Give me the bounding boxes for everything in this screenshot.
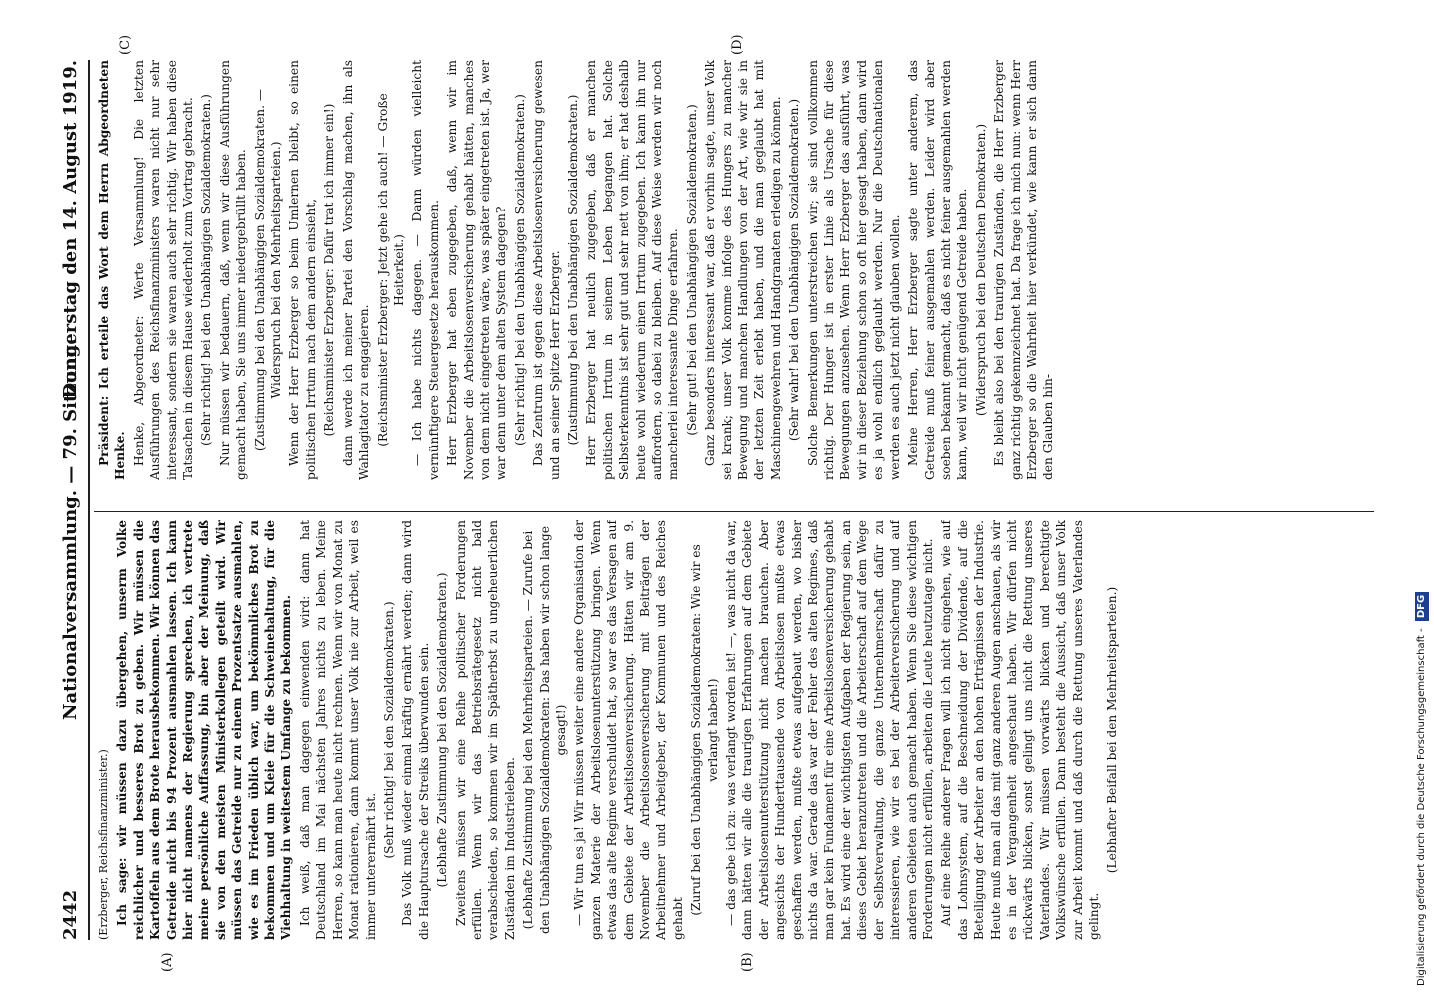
margin-letter-c: (C) [118, 34, 133, 55]
interjection: (Sehr richtig! bei den Unabhängigen Sozialdemokraten.) [199, 94, 214, 446]
interjection: (Zuruf bei den Unabhängigen Sozialdemokraten: Wie wir es verlangt haben!) [689, 544, 720, 916]
interjection: (Sehr wahr! bei den Unabhängigen Sozialdemokraten.) [787, 98, 802, 442]
paragraph: Präsident: Ich erteile das Wort dem Herrn Abgeordneten Henke. [97, 60, 128, 480]
paragraph: — Wir tun es ja! Wir müssen weiter eine andere Organisation der ganzen Materie der Arbeitslosenunterstützung bringen. Wenn etwas das alte Regime verschuldet hat, so war es das Versagen auf dem Gebiete der Arbeitslosenversicherung. Hätten wir am 9. November die Arbeitslosenversicherung mit Beiträgen der Arbeitnehmer und Arbeitgeber, der Kommunen und des Reiches gehabt [572, 520, 685, 940]
digitization-footer [1409, 0, 1434, 1000]
interjection: (Sehr richtig! bei den Sozialdemokraten.) [381, 601, 396, 859]
margin-letter-d: (D) [730, 34, 745, 55]
column-divider [94, 511, 1374, 512]
interjection: (Lebhafter Beifall bei den Mehrheitsparteien.) [1105, 586, 1120, 874]
session-title: Nationalversammlung. — 79. Sitzung. [60, 338, 81, 720]
page-number: 2442 [60, 889, 81, 940]
paragraph: Das Volk muß wieder einmal kräftig ernährt werden; dann wird die Hauptursache der Streiks überwunden sein. [400, 520, 431, 940]
paragraph: Auf eine Reihe anderer Fragen will ich nicht eingehen, wie auf das Lohnsystem, auf die Beschneidung der Dividende, auf die Beteiligung der Arbeiter an den hohen Erträgnissen der Industrie. Heute muß man all das mit ganz anderen Augen anschauen, als wir es in der Vergangenheit angeschaut haben. Wir dürfen nicht rückwärts blicken, sonst gelingt uns nicht die Rettung unseres Vaterlandes. Wir müssen vorwärts blicken und berechtigte Volkswünsche erfüllen. Dann besteht die Aussicht, daß unser Volk zur Arbeit kommt und daß durch die Rettung unseres Vaterlandes gelingt. [939, 520, 1101, 940]
interjection: (Widerspruch bei den Deutschen Demokraten.) [973, 123, 988, 417]
footer-text: Digitalisierung gefördert durch die Deutsche Forschungsgemeinschaft - [1416, 628, 1427, 986]
paragraph: Ganz besonders interessant war, daß er vorhin sagte, unser Volk sei krank; unser Volk komme infolge des Hungers zu mancher Bewegung und manchen Handlungen von der Art, wie wir sie in der letzten Zeit erlebt haben, und die man geglaubt hat mit Maschinengewehren und Handgranaten erledigen zu können. [703, 60, 783, 480]
speaker-tag: (Erzberger, Reichsfinanzminister.) [97, 749, 110, 940]
session-date: Donnerstag den 14. August 1919. [60, 60, 81, 399]
paragraph: Henke, Abgeordneter: Werte Versammlung! Die letzten Ausführungen des Reichsfinanzministers waren nicht nur sehr interessant, sondern sie waren auch sehr richtig. Wir haben diese Tatsachen in diesem Hause wiederholt zum Vortrag gebracht. [131, 60, 196, 480]
left-column [96, 520, 1366, 940]
paragraph: Herr Erzberger hat eben zugegeben, daß, wenn wir im November die Arbeitslosenversicherung gehabt hätten, manches von dem nicht eingetreten wäre, was später eingetreten ist. Ja, wer war denn unter dem alten System dagegen? [445, 60, 509, 480]
interjection: (Zustimmung bei den Unabhängigen Sozialdemokraten.) [565, 94, 580, 446]
page-header [52, 60, 90, 940]
right-column [96, 60, 1366, 480]
paragraph: Meine Herren, Herr Erzberger sagte unter anderem, das Getreide muß feiner ausgemahlen werden. Leider wird aber soeben bekannt gemacht, daß es nicht feiner ausgemahlen werden kann, weil wir nicht genügend Getreide haben. [906, 60, 970, 480]
margin-letter-a: (A) [160, 952, 175, 972]
dfg-logo: DFG [1415, 592, 1429, 621]
paragraph: — das gebe ich zu: was verlangt worden ist! —, was nicht da war, dann hätten wir alle die traurigen Erfahrungen auf dem Gebiete der Arbeitslosenunterstützung nicht machen brauchen. Aber angesichts der Hunderttausende von Arbeitslosen mußte etwas geschaffen werden, mußte etwas aufgebaut werden, wo bisher nichts da war. Gerade das war der Fehler des alten Regimes, daß man gar kein Fundament für eine Arbeitslosenversicherung gehabt hat. Es wird eine der wichtigsten Aufgaben der Regierung sein, an dieses Gebiet heranzutreten und die Arbeiterschaft auf dem Wege der Selbstverwaltung, die ganze Unternehmerschaft dafür zu interessieren, wie wir es bei der Arbeiterversicherung und auf anderen Gebieten auch gemacht haben. Wenn Sie diese wichtigen Forderungen nicht erfüllen, arbeiten die Leute heutzutage nicht. [724, 520, 935, 940]
interjection: (Lebhafte Zustimmung bei den Sozialdemokraten.) [435, 572, 450, 888]
interjection: (Zustimmung bei den Unabhängigen Sozialdemokraten. — Widerspruch bei den Mehrheitsparteien.) [252, 88, 284, 452]
paragraph: Herr Erzberger hat neulich zugegeben, daß er manchen politischen Irrtum in seinem Leben begangen hat. Solche Selbsterkenntnis ist sehr gut und sehr nett von ihm; er hat deshalb heute wohl wiederum einen Irrtum zugegeben. Ich kann ihn nur auffordern, so dabei zu bleiben. Auf diese Weise werden wir noch mancherlei interessante Dinge erfahren. [584, 60, 681, 480]
interjection: (Sehr gut! bei den Unabhängigen Sozialdemokraten.) [684, 104, 699, 436]
paragraph: — Ich habe nichts dagegen. — Dann würden vielleicht vernünftigere Steuergesetze herauskommen. [410, 60, 441, 480]
paragraph: Ich sage: wir müssen dazu übergehen, unserm Volke reichlicher und besseres Brot zu geben. Wir müssen die Kartoffeln aus dem Brote herausbekommen. Wir können das Getreide nicht bis 94 Prozent ausmahlen lassen. Ich kann hier nicht namens der Regierung sprechen, ich vertrete meine persönliche Auffassung, bin aber der Meinung, daß sie von den meisten Ministerkollegen geteilt wird. Wir müssen das Getreide nur zu einem Prozentsatze ausmahlen, wie es im Frieden üblich war, um bekömmliches Brot zu bekommen und um Kleie für die Schweinehaltung, für die Viehhaltung in weitestem Umfange zu bekommen. [115, 520, 294, 940]
margin-letter-b: (B) [740, 952, 755, 972]
paragraph: Wenn der Herr Erzberger so beim Umlernen bleibt, so einen politischen Irrtum nach dem andern einsieht, [287, 60, 318, 480]
paragraph: Das Zentrum ist gegen diese Arbeitslosenversicherung gewesen und an seiner Spitze Herr Erzberger. [531, 60, 562, 480]
paragraph: Es bleibt also bei den traurigen Zuständen, die Herr Erzberger ganz richtig gekennzeichnet hat. Da frage ich mich nun: wenn Herr Erzberger so die Wahrheit hier verkündet, wie kann er sich dann den Glauben hin- [992, 60, 1056, 480]
paragraph: dann werde ich meiner Partei den Vorschlag machen, ihn als Wahlagitator zu engagieren. [340, 60, 372, 480]
interjection: (Reichsminister Erzberger: Jetzt gehe ich auch! — Große Heiterkeit.) [375, 93, 406, 447]
interjection: (Lebhafte Zustimmung bei den Mehrheitsparteien. — Zurufe bei den Unabhängigen Sozialdemokraten: Das haben wir schon lange gesagt!) [521, 526, 568, 934]
paragraph: Zweitens müssen wir eine Reihe politischer Forderungen erfüllen. Wenn wir das Betriebsrätegesetz nicht bald verabschieden, so kommen wir im Spätherbst zu ungeheuerlichen Zuständen im Industrieleben. [453, 520, 517, 940]
interjection: (Reichsminister Erzberger: Dafür trat ich immer ein!) [322, 103, 337, 437]
paragraph: Ich weiß, daß man dagegen einwenden wird: dann hat Deutschland im Mai nächsten Jahres nichts zu leben. Meine Herren, so kann man heute nicht rechnen. Wenn wir von Monat zu Monat rationieren, dann kommt unser Volk nie zur Arbeit, weil es immer unterernährt ist. [297, 520, 378, 940]
paragraph: Solche Bemerkungen unterstreichen wir; sie sind vollkommen richtig. Der Hunger ist in erster Linie als Ursache für diese Bewegungen anzusehen. Wenn Herr Erzberger das ausführt, was wir in dieser Beziehung schon so oft hier gesagt haben, dann wird es ja wohl endlich geglaubt werden. Nur die Deutschnationalen werden es auch jetzt nicht glauben wollen. [805, 60, 902, 480]
interjection: (Sehr richtig! bei den Unabhängigen Sozialdemokraten.) [512, 94, 527, 446]
paragraph: Nur müssen wir bedauern, daß, wenn wir diese Ausführungen gemacht haben, Sie uns immer niedergebrüllt haben. [217, 60, 249, 480]
